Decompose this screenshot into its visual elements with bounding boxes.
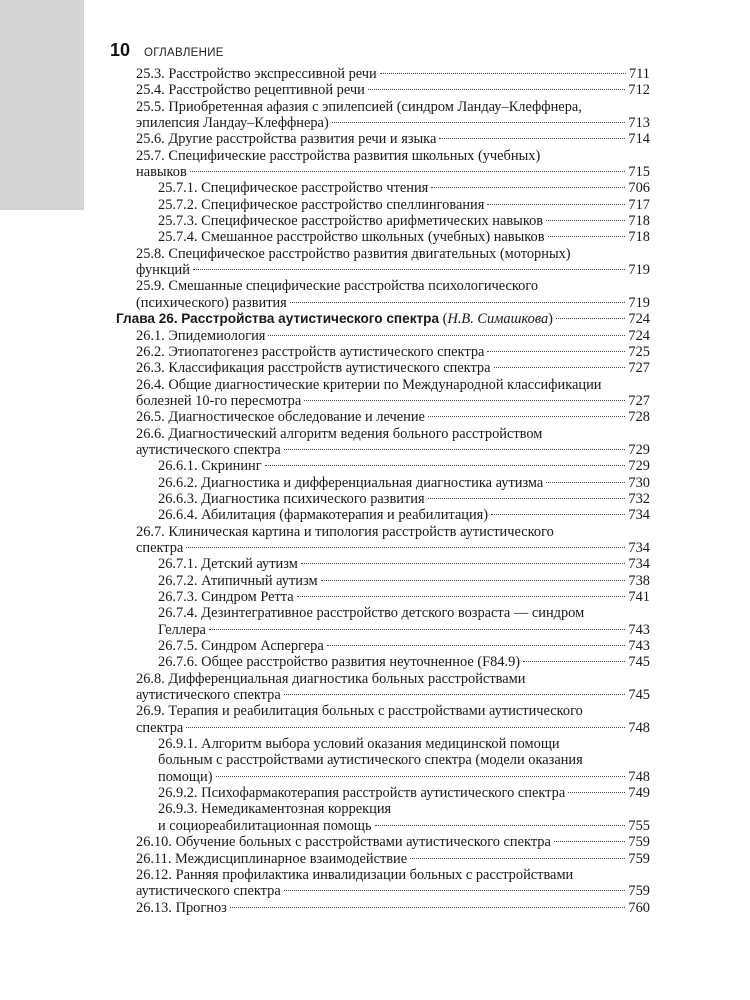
toc-subentry[interactable]: 25.7.2. Специфическое расстройство спеллингования 717 [158, 196, 650, 213]
page-header [110, 40, 224, 61]
leader-dots [186, 547, 625, 548]
leader-dots [304, 400, 625, 401]
toc-subentry[interactable]: 26.6.3. Диагностика психического развития 732 [158, 490, 650, 507]
leader-dots [428, 416, 625, 417]
chapter-author: Н.В. Симашкова [447, 311, 549, 328]
toc-entry[interactable]: 25.4. Расстройство рецептивной речи 712 [136, 82, 650, 99]
toc-subentry[interactable]: 26.7.2. Атипичный аутизм 738 [158, 572, 650, 589]
toc-entry[interactable]: 26.11. Междисциплинарное взаимодействие 759 [136, 850, 650, 867]
leader-dots [546, 220, 625, 221]
toc-subentry[interactable]: 26.7.3. Синдром Ретта 741 [158, 589, 650, 605]
page-ref: 727 [628, 360, 650, 377]
toc-subentry[interactable]: 26.7.5. Синдром Аспергера 743 [158, 638, 650, 655]
page-ref: 713 [628, 115, 650, 132]
page-ref: 745 [628, 654, 650, 671]
toc-chapter-26[interactable]: Глава 26. Расстройства аутистического спектра (Н.В. Симашкова) 724 [116, 311, 650, 328]
page-ref: 717 [628, 196, 650, 213]
toc-subentry[interactable]: 25.7.4. Смешанное расстройство школьных (учебных) навыков 718 [158, 229, 650, 246]
table-of-contents [116, 66, 650, 916]
toc-entry[interactable]: 26.5. Диагностическое обследование и лечение 728 [136, 409, 650, 426]
side-tab-marker [0, 0, 84, 210]
leader-dots [380, 73, 626, 74]
page-ref: 748 [628, 768, 650, 785]
leader-dots [546, 482, 625, 483]
page-ref: 729 [628, 458, 650, 475]
leader-dots [494, 367, 626, 368]
leader-dots [523, 661, 625, 662]
leader-dots [284, 449, 626, 450]
leader-dots [431, 187, 625, 188]
toc-subentry[interactable]: 26.7.4. Дезинтегративное расстройство детского возраста — синдром Геллера 743 [158, 605, 650, 638]
page-ref: 718 [628, 229, 650, 246]
page-ref: 738 [628, 572, 650, 589]
toc-entry[interactable]: 25.5. Приобретенная афазия с эпилепсией (синдром Ландау–Клеффнера, эпилепсия Ландау–Клеффнера) 713 [136, 98, 650, 132]
page-ref: 732 [628, 490, 650, 507]
toc-entry[interactable]: 26.1. Эпидемиология 724 [136, 327, 650, 344]
page-ref: 745 [628, 687, 650, 704]
toc-entry[interactable]: 25.6. Другие расстройства развития речи и языка 714 [136, 131, 650, 148]
page-ref: 730 [628, 474, 650, 491]
page-ref: 748 [628, 719, 650, 736]
chapter-number: Глава 26. [116, 311, 178, 327]
page-ref: 759 [628, 850, 650, 867]
leader-dots [554, 841, 626, 842]
leader-dots [491, 514, 625, 515]
leader-dots [216, 776, 626, 777]
toc-entry[interactable]: 26.4. Общие диагностические критерии по Международной классификации болезней 10-го пересмотра 727 [136, 376, 650, 409]
page-ref: 743 [628, 621, 650, 638]
page-ref: 759 [628, 883, 650, 900]
leader-dots [327, 645, 626, 646]
page-ref: 727 [628, 392, 650, 409]
leader-dots [568, 792, 625, 793]
leader-dots [439, 138, 625, 139]
toc-entry[interactable]: 26.9. Терапия и реабилитация больных с расстройствами аутистического спектра 748 [136, 703, 650, 736]
leader-dots [368, 89, 626, 90]
leader-dots [487, 204, 625, 205]
toc-subentry[interactable]: 25.7.3. Специфическое расстройство арифметических навыков 718 [158, 213, 650, 230]
page-ref: 729 [628, 441, 650, 458]
page-ref: 760 [628, 899, 650, 916]
toc-subentry[interactable]: 26.6.2. Диагностика и дифференциальная диагностика аутизма 730 [158, 474, 650, 491]
leader-dots [332, 122, 626, 123]
page-ref: 755 [628, 817, 650, 834]
toc-entry[interactable]: 26.7. Клиническая картина и типология расстройств аутистического спектра 734 [136, 523, 650, 556]
page-ref: 712 [628, 82, 650, 99]
leader-dots [487, 351, 625, 352]
toc-entry[interactable]: 26.8. Дифференциальная диагностика больных расстройствами аутистического спектра 745 [136, 670, 650, 704]
leader-dots [230, 907, 626, 908]
toc-entry[interactable]: 25.9. Смешанные специфические расстройства психологического (психического) развития 719 [136, 278, 650, 311]
page-ref: 719 [628, 294, 650, 311]
toc-subentry[interactable]: 26.7.1. Детский аутизм 734 [158, 556, 650, 573]
page-ref: 734 [628, 556, 650, 573]
leader-dots [268, 335, 625, 336]
leader-dots [209, 629, 625, 630]
leader-dots [284, 694, 626, 695]
page-ref: 706 [628, 180, 650, 197]
page-ref: 711 [628, 66, 650, 82]
leader-dots [548, 236, 626, 237]
page-ref: 718 [628, 213, 650, 230]
leader-dots [297, 596, 626, 597]
page-ref: 734 [628, 539, 650, 556]
toc-subentry[interactable]: 26.9.3. Немедикаментозная коррекция и социореабилитационная помощь 755 [158, 801, 650, 834]
page-ref: 725 [628, 343, 650, 360]
leader-dots [290, 302, 626, 303]
toc-entry[interactable]: 26.2. Этиопатогенез расстройств аутистического спектра 725 [136, 343, 650, 360]
chapter-title: Расстройства аутистического спектра [181, 311, 440, 327]
page-ref: 714 [628, 131, 650, 148]
page-ref: 749 [628, 785, 650, 802]
leader-dots [375, 825, 626, 826]
page-ref: 741 [628, 589, 650, 605]
toc-entry[interactable]: 26.12. Ранняя профилактика инвалидизации больных с расстройствами аутистического спектра 759 [136, 866, 650, 900]
toc-subentry[interactable]: 26.6.1. Скрининг 729 [158, 458, 650, 475]
toc-entry[interactable]: 26.13. Прогноз 760 [136, 899, 650, 916]
page-ref: 724 [628, 327, 650, 344]
toc-entry[interactable]: 26.10. Обучение больных с расстройствами аутистического спектра 759 [136, 834, 650, 851]
page-ref: 728 [628, 409, 650, 426]
page-ref: 715 [628, 164, 650, 181]
toc-entry[interactable]: 26.3. Классификация расстройств аутистического спектра 727 [136, 360, 650, 377]
toc-entry[interactable]: 25.8. Специфическое расстройство развития двигательных (моторных) функций 719 [136, 245, 650, 279]
leader-dots [284, 890, 626, 891]
page-ref: 734 [628, 507, 650, 524]
leader-dots [186, 727, 625, 728]
leader-dots [265, 465, 626, 466]
page-ref: 724 [628, 311, 650, 328]
toc-subentry[interactable]: 26.9.1. Алгоритм выбора условий оказания медицинской помощи больным с расстройствами аутистического спектра (модели оказания помощи) 748 [158, 736, 650, 785]
leader-dots [556, 318, 625, 319]
leader-dots [301, 563, 626, 564]
page-number: 10 [110, 40, 131, 60]
page-ref: 743 [628, 638, 650, 655]
leader-dots [190, 171, 626, 172]
leader-dots [410, 858, 625, 859]
leader-dots [321, 580, 626, 581]
toc-subentry[interactable]: 26.6.4. Абилитация (фармакотерапия и реабилитация) 734 [158, 507, 650, 524]
leader-dots [428, 498, 626, 499]
toc-subentry[interactable]: 26.9.2. Психофармакотерапия расстройств аутистического спектра 749 [158, 785, 650, 802]
running-head: ОГЛАВЛЕНИЕ [144, 47, 224, 59]
toc-subentry[interactable]: 25.7.1. Специфическое расстройство чтения 706 [158, 180, 650, 197]
toc-entry[interactable]: 26.6. Диагностический алгоритм ведения больного расстройством аутистического спектра 729 [136, 425, 650, 458]
toc-entry[interactable]: 25.7. Специфические расстройства развития школьных (учебных) навыков 715 [136, 147, 650, 181]
toc-subentry[interactable]: 26.7.6. Общее расстройство развития неуточненное (F84.9) 745 [158, 654, 650, 671]
toc-entry[interactable]: 25.3. Расстройство экспрессивной речи 711 [136, 66, 650, 82]
page-ref: 759 [628, 834, 650, 851]
leader-dots [193, 269, 625, 270]
page-ref: 719 [628, 262, 650, 279]
